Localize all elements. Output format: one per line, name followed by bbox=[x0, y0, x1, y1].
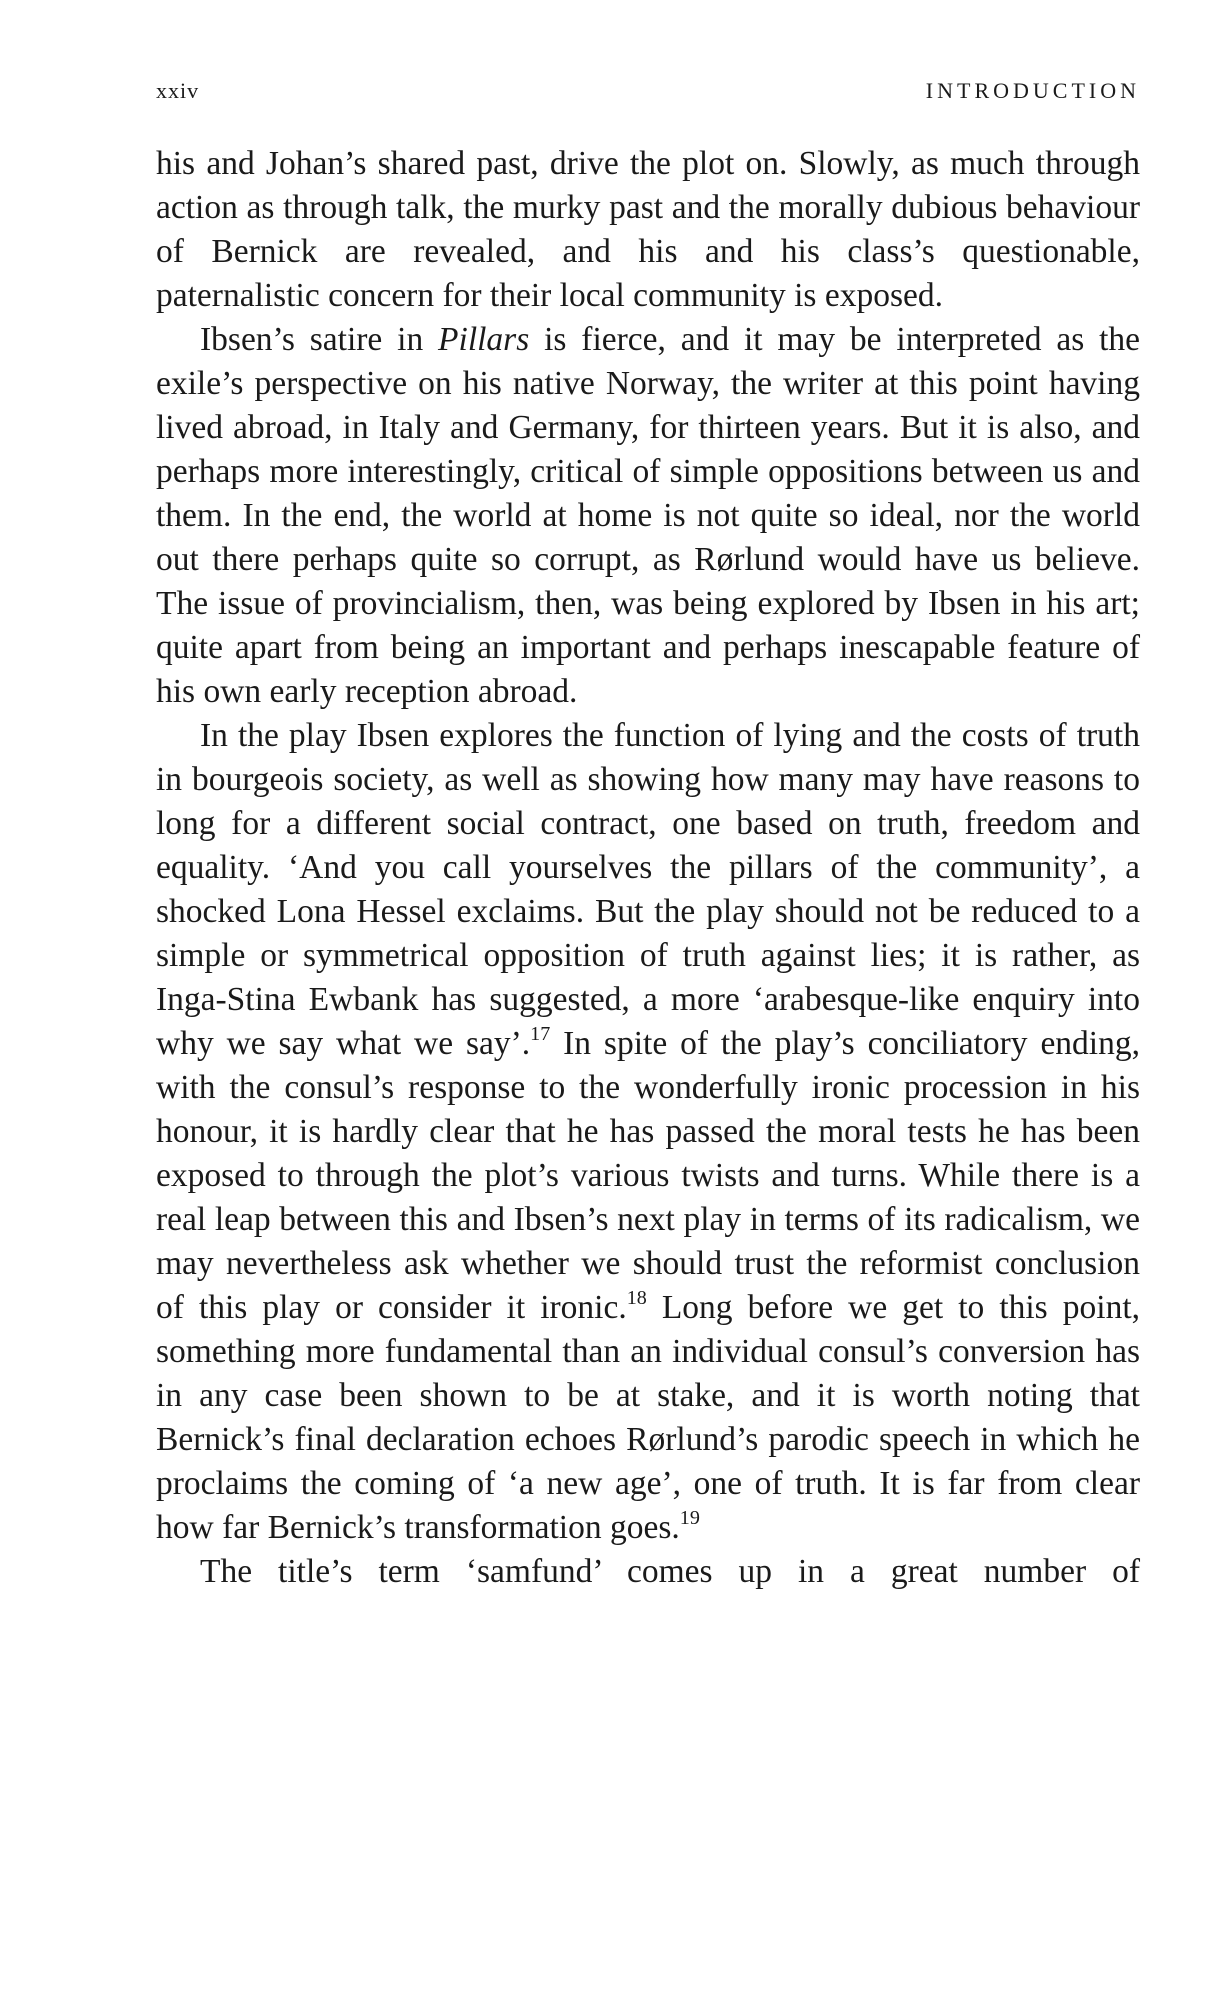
paragraph-3-text-part-1: In the play Ibsen explores the function of lying and the costs of truth in bourgeois society, as well as showing how many may have reasons to long for a different social contract, one based on truth, freedom and equality. ‘And you call yourselves the pillars of the community’, a shocked Lona Hessel exclaims. But the play should not be reduced to a simple or symmetrical opposition of truth against lies; it is rather, as Inga-Stina Ewbank has suggested, a more ‘arabesque-like enquiry into why we say what we say’. bbox=[156, 717, 1140, 1062]
paragraph-3-text-part-3: Long before we get to this point, something more fundamental than an individual consul’s conversion has in any case been shown to be at stake, and it is worth noting that Bernick’s final declaration echoes Rørlund’s parodic speech in which he proclaims the coming of ‘a new age’, one of truth. It is far from clear how far Bernick’s transformation goes. bbox=[156, 1289, 1140, 1546]
paragraph-2-text-end: is fierce, and it may be interpreted as the exile’s perspective on his native Norway, the writer at this point having lived abroad, in Italy and Germany, for thirteen years. But it is also, and perhaps more interestingly, critical of simple oppositions between us and them. In the end, the world at home is not quite so ideal, nor the world out there perhaps quite so corrupt, as Rørlund would have us believe. The issue of provincialism, then, was being explored by Ibsen in his art; quite apart from being an important and perhaps inescapable feature of his own early reception abroad. bbox=[156, 321, 1140, 710]
section-title: INTRODUCTION bbox=[925, 78, 1140, 103]
page-number: xxiv bbox=[156, 78, 200, 103]
body-text bbox=[156, 142, 1140, 1594]
footnote-marker-17: 17 bbox=[530, 1022, 551, 1045]
paragraph-2-text-start: Ibsen’s satire in bbox=[200, 321, 439, 358]
paragraph-3 bbox=[156, 714, 1140, 1550]
paragraph-3-text-part-2: In spite of the play’s conciliatory ending, with the consul’s response to the wonderfully ironic procession in his honour, it is hardly clear that he has passed the moral tests he has been exposed to through the plot’s various twists and turns. While there is a real leap between this and Ibsen’s next play in terms of its radicalism, we may nevertheless ask whether we should trust the reformist conclusion of this play or consider it ironic. bbox=[156, 1025, 1140, 1326]
running-head bbox=[156, 78, 1140, 108]
footnote-marker-18: 18 bbox=[626, 1286, 647, 1309]
play-title-italic: Pillars bbox=[438, 321, 530, 358]
paragraph-1: his and Johan’s shared past, drive the plot on. Slowly, as much through action as through talk, the murky past and the morally dubious behaviour of Bernick are revealed, and his and his class’s questionable, paternalistic concern for their local community is exposed. bbox=[156, 145, 1140, 314]
footnote-marker-19: 19 bbox=[679, 1506, 700, 1529]
paragraph-4: The title’s term ‘samfund’ comes up in a great number of bbox=[200, 1553, 1140, 1590]
paragraph-2 bbox=[156, 318, 1140, 714]
